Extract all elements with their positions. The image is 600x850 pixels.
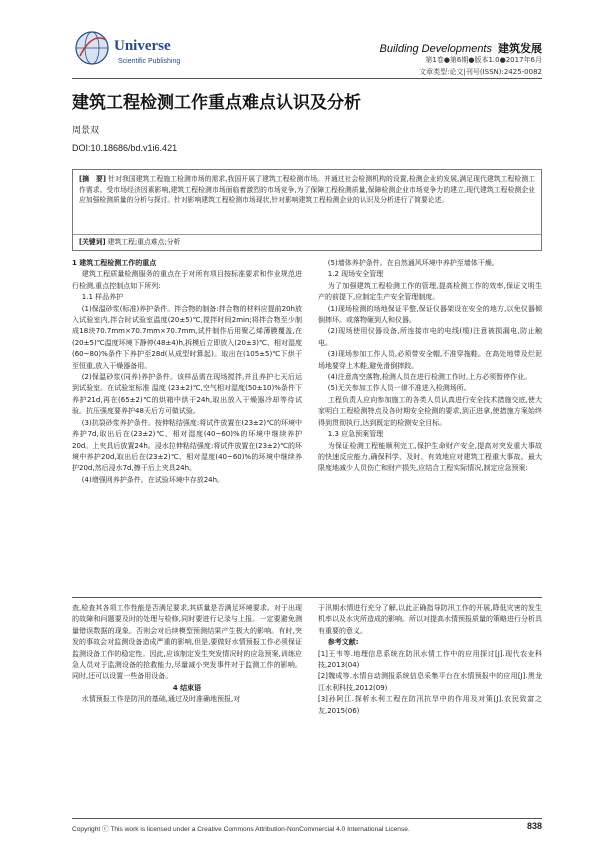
body-left-column	[72, 258, 302, 486]
paragraph: 工程负责人应向参加施工的各类人员认真进行安全技术措施交底,使大家明白工程检测特点及各时期安全检测的要求,到正进拿,使措施方案始终得到贯彻执行,达到既定的检测安全目标。	[318, 395, 542, 427]
page-number: 838	[526, 821, 542, 831]
logo-subtitle: Scientific Publishing	[118, 58, 181, 65]
body-right-column	[318, 258, 542, 475]
doi: DOI:10.18686/bd.v1i6.421	[72, 143, 178, 153]
paragraph: 为了加强建筑工程检测工作的管理,提高检测工作的效率,保证文明生产的前提下,应制定生产安全管理制度。	[318, 281, 542, 302]
keywords-text: 建筑工程;重点难点;分析	[107, 238, 181, 246]
body-lower-right-column	[318, 603, 542, 717]
header-divider	[72, 78, 542, 79]
globe-logo-icon	[72, 28, 112, 68]
paragraph: (5)无关参加工作人员一律不准进入检测场所。	[327, 384, 471, 393]
paragraph: (4)注意高空落物,检测人员在进行检测工作时,上方必须暂停作业。	[327, 373, 532, 382]
paragraph: 查,检查其各项工作性能是否满足要求,其质量是否满足环境要求。对于出现的故障和问题要及时的处理与检修,同时要进行记录与上报。一定要避免测量错误数据的现象。否则会对后续模型预测结果产生极大的影响。有时,突发的事故会对监测设备造成严重的影响,但是,要做好水情预报工作必须保证监测设备工作的稳定性。因此,应该制定发生突发情况时的应急预案,训练应急人员对于监测设备的抢救能力,尽量减小突发事件对于监测工作的影响。同时,还可以设置一些备用设备。	[72, 604, 302, 681]
paragraph: (3)现场参加工作人员,必须带安全帽,不准穿拖鞋。在高处地带及烂泥场地要穿上木鞋,避免滑倒摔跤。	[318, 350, 542, 370]
keywords	[79, 236, 180, 246]
abstract-label: [摘 要]	[79, 175, 106, 183]
author: 周景双	[72, 126, 100, 136]
journal-title-en: Building Developments	[379, 43, 492, 55]
keywords-label: [关键词]	[79, 238, 106, 246]
journal-title	[379, 40, 542, 56]
paragraph: (2)保温砂浆(同养)养护条件。该样品需在现场搅拌,并且养护七天后运到试验室。在试验室标准 温度 (23±2)℃,空气相对湿度(50±10)%条件下养护21d,再在(65±2)℃的烘箱中烘干24h,取出放入干燥器冷却等待试验。抗压强度要养护48天后方可做试验。	[72, 373, 302, 416]
issue-line: 第1卷●第6期●版本1.0●2017年6月	[425, 56, 542, 64]
keywords-divider	[73, 234, 541, 235]
paragraph: 建筑工程质量检测服务的重点在于对所有项目按标准要求和作业规范进行检测,重点控制点如下所列:	[72, 270, 302, 290]
paragraph: (1)保温砂浆(标准)养护条件。拌合物的制备:拌合物的材料应提前20h放入试验室内,拌合时试验室温度(20±5)℃,搅拌时间2min;将拌合物至少制成18块70.7mm×70.7mm×70.7mm,试件制作后用聚乙烯薄膜覆盖,在(20±5)℃温度环境下静停(48±4)h,拆模后立即放入(20±3)℃、相对湿度(60~80)%条件下养护至28d(从成型时算起)。取出在(105±5)℃下烘干至恒重,放入干燥器备用。	[72, 304, 302, 370]
paragraph: 为保证检测工程能顺利完工,保护生命财产安全,提高对突发重大事故的快速反应能力,确保科学、及时、有效地应对建筑工程重大事故。最大限度地减少人员伤亡和财产损失,应结合工程实际情况,制定应急预案:	[318, 441, 542, 473]
subsection-heading: 1.3 应急预案管理	[327, 430, 384, 439]
paragraph: (3)抗裂砂浆养护条件。按伸粘结强度:将试件放置在(23±2)℃的环境中养护7d,取出后在(23±2)℃、相对湿度(40~60)%的环境中继续养护20d。上夹具后放置24h。浸水拉伸粘结强度:将试件放置在(23±2)℃的环境中养护20d,取出后在(23±2)℃、相对湿度(40~60)%的环境中继续养护20d,然后浸水7d,擦干后上夹具24h。	[72, 418, 302, 473]
paragraph: (2)现场使用仪器设备,所连接市电的电线(缆)注意被损漏电,防止触电。	[318, 327, 542, 347]
paragraph: (5)墙体养护条件。在自然通风环境中养护至墙体干燥。	[327, 259, 499, 267]
paragraph: (4)增强网养护条件。在试验环境中存放24h。	[81, 475, 225, 484]
article-title: 建筑工程检测工作重点难点认识及分析	[72, 93, 361, 113]
section-heading: 4 结束语	[172, 683, 202, 692]
abstract	[79, 174, 535, 206]
paragraph: 于汛期水情进行充分了解,以此正确指导防汛工作的开展,降低灾害的发生机率以及水灾所造成的影响。所以对提高水情预报质量的策略进行分析具有重要的意义。	[318, 604, 542, 635]
reference-item: [3]孙阿江.探析水利工程在防汛抗旱中的作用及对策[J].农民致富之友,2015(06)	[318, 695, 542, 715]
reference-item: [1]王韦等.地理信息系统在防汛水情工作中的应用探讨[J].现代农业科技,2013(04)	[318, 649, 542, 670]
section-heading: 1 建筑工程检测工作的重点	[72, 259, 157, 267]
abstract-text: 针对我国建筑工程施工检测市场的需求,我国开展了建筑工程检测市场。并通过社会检测机构的设置,检测企业的发展,满足现代建筑工程检测工作需求。受市场经济因素影响,建筑工程检测市场面临着激烈的市场竞争,为了保障工程检测质量,保障检测企业市场竞争力的建立,现代建筑工程检测企业应加强检测质量的分析与探讨。针对影响建筑工程检测市场现状,针对影响建筑工程检测企业的认识及分析进行了简要论述。	[79, 175, 535, 204]
article-type-line: 文章类型:论文|刊号(ISSN):2425-0082	[419, 68, 542, 76]
body-lower-left-column	[72, 603, 302, 706]
references-heading: 参考文献:	[327, 638, 359, 647]
section-divider	[72, 597, 542, 598]
reference-item: [2]魏成等.水情自动测报系统信息采集平台在水情预报中的应用[J].黑龙江水利科技,2012(09)	[318, 672, 542, 692]
paragraph: (1)现场检测的场地保证平整,保证仪器架设在安全的地方,以免仪器倾倒摔坏。或落物砸到人和仪器。	[318, 304, 542, 325]
footer-divider	[72, 818, 542, 819]
subsection-heading: 1.2 现场安全管理	[327, 270, 384, 279]
abstract-box	[72, 169, 542, 251]
publisher-logo	[72, 28, 192, 76]
paragraph: 水情预报工作是防汛的基础,通过及时准确地预报,对	[81, 695, 241, 704]
logo-brand: Universe	[114, 38, 171, 54]
copyright-notice: Copyright ⓒ This work is licensed under a Creative Commons Attribution-NonCommercial 4.0 International License.	[72, 826, 410, 833]
journal-title-zh: 建筑发展	[498, 42, 542, 55]
subsection-heading: 1.1 样品养护	[81, 293, 124, 302]
